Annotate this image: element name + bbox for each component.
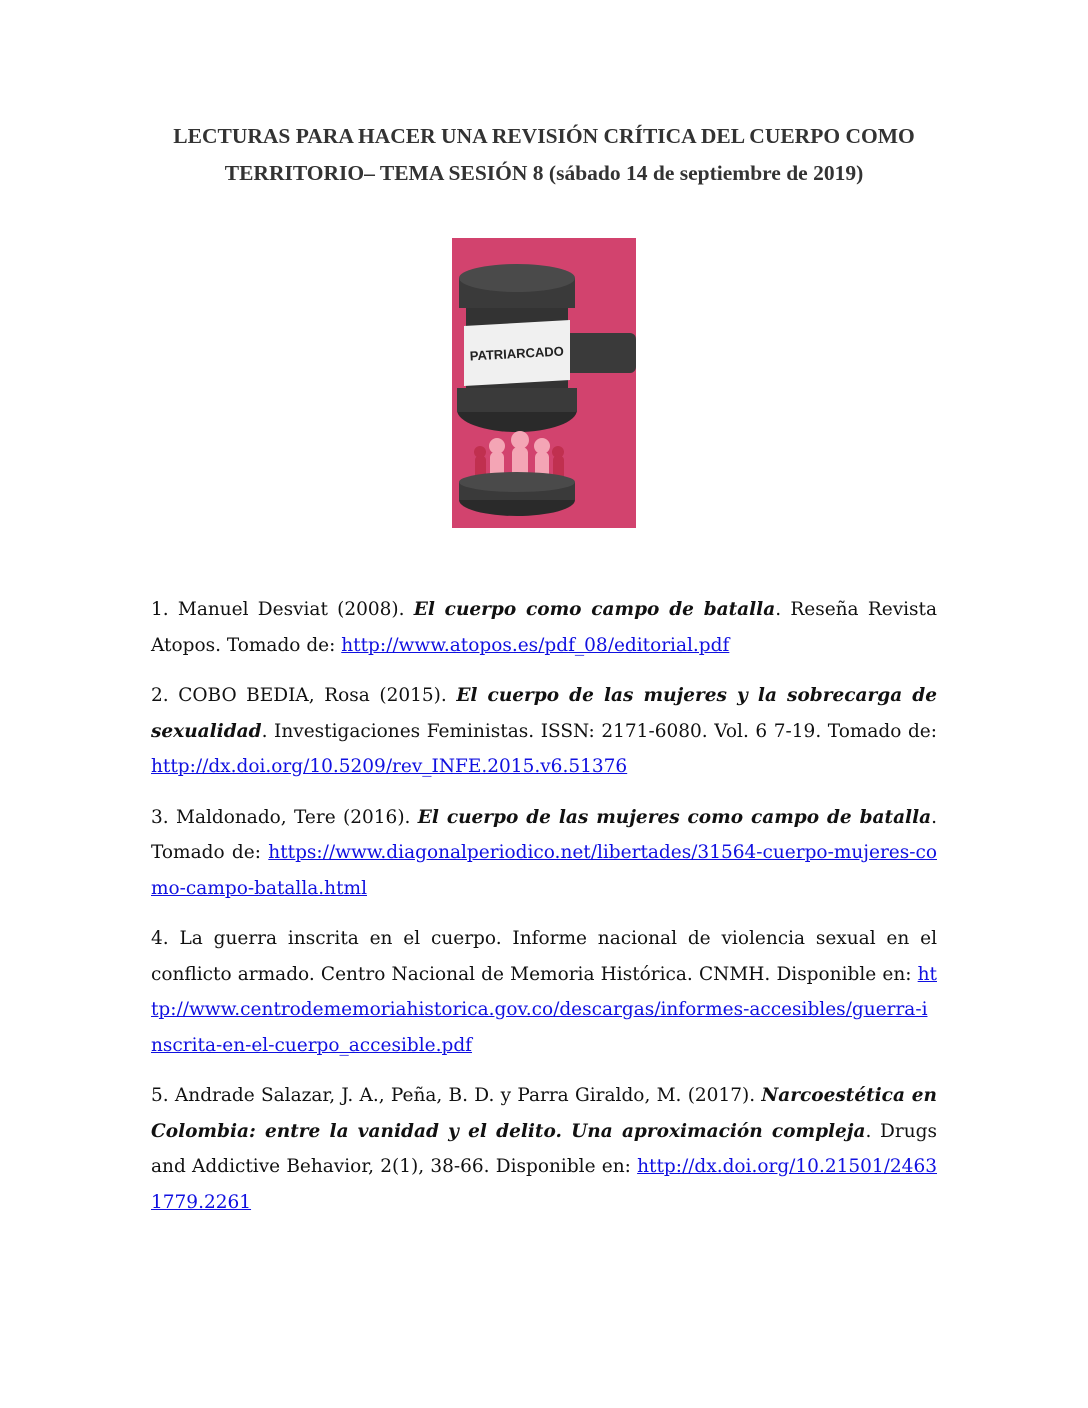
reference-title: El cuerpo como campo de batalla [413,599,776,620]
reference-item: 1. Manuel Desviat (2008). El cuerpo como campo de batalla. Reseña Revista Atopos. Tomado de: http://www.atopos.es/pdf_08/editorial.pdf [151,599,938,656]
reference-title: Narcoestética en Colombia: entre la vanidad y el delito. Una aproximación compleja [151,1085,937,1142]
reference-link[interactable]: http://dx.doi.org/10.21501/24631779.2261 [151,1156,937,1213]
reference-title: El cuerpo de las mujeres como campo de batalla [417,806,932,828]
reference-link[interactable]: http://www.centrodememoriahistorica.gov.co/descargas/informes-accesibles/guerra-inscrita-en-el-cuerpo_accesible.pdf [151,963,937,1056]
reference-item: 3. Maldonado, Tere (2016). El cuerpo de las mujeres como campo de batalla. Tomado de: https://www.diagonalperiodico.net/libertades/31564-cuerpo-mujeres-como-campo-batalla.html [151,806,937,899]
reference-link[interactable]: http://dx.doi.org/10.5209/rev_INFE.2015.v6.51376 [151,756,628,777]
reference-list [151,592,937,1235]
gavel-label: PATRIARCADO [469,343,565,364]
reference-link[interactable]: https://www.diagonalperiodico.net/libertades/31564-cuerpo-mujeres-como-campo-batalla.html [151,842,937,899]
patriarchy-gavel-illustration [452,238,636,528]
reference-title: El cuerpo de las mujeres y la sobrecarga de sexualidad [151,685,937,742]
gavel-icon [452,238,636,528]
reference-link[interactable]: http://www.atopos.es/pdf_08/editorial.pdf [341,634,730,656]
reference-item: 4. La guerra inscrita en el cuerpo. Informe nacional de violencia sexual en el conflicto armado. Centro Nacional de Memoria Histórica. CNMH. Disponible en: http://www.centrodememoriahistorica.gov.co/descargas/informes-accesibles/guerra-inscrita-en-el-cuerpo_accesible.pdf [151,928,937,1056]
reference-item: 5. Andrade Salazar, J. A., Peña, B. D. y Parra Giraldo, M. (2017). Narcoestética en Colombia: entre la vanidad y el delito. Una aproximación compleja. Drugs and Addictive Behavior, 2(1), 38-66. Disponible en: http://dx.doi.org/10.21501/24631779.2261 [151,1085,937,1213]
reference-item: 2. COBO BEDIA, Rosa (2015). El cuerpo de las mujeres y la sobrecarga de sexualidad. Investigaciones Feministas. ISSN: 2171-6080. Vol. 6 7-19. Tomado de: http://dx.doi.org/10.5209/rev_INFE.2015.v6.51376 [151,685,937,777]
document-title: LECTURAS PARA HACER UNA REVISIÓN CRÍTICA DEL CUERPO COMO TERRITORIO– TEMA SESIÓN 8 (sábado 14 de septiembre de 2019) [173,124,915,185]
